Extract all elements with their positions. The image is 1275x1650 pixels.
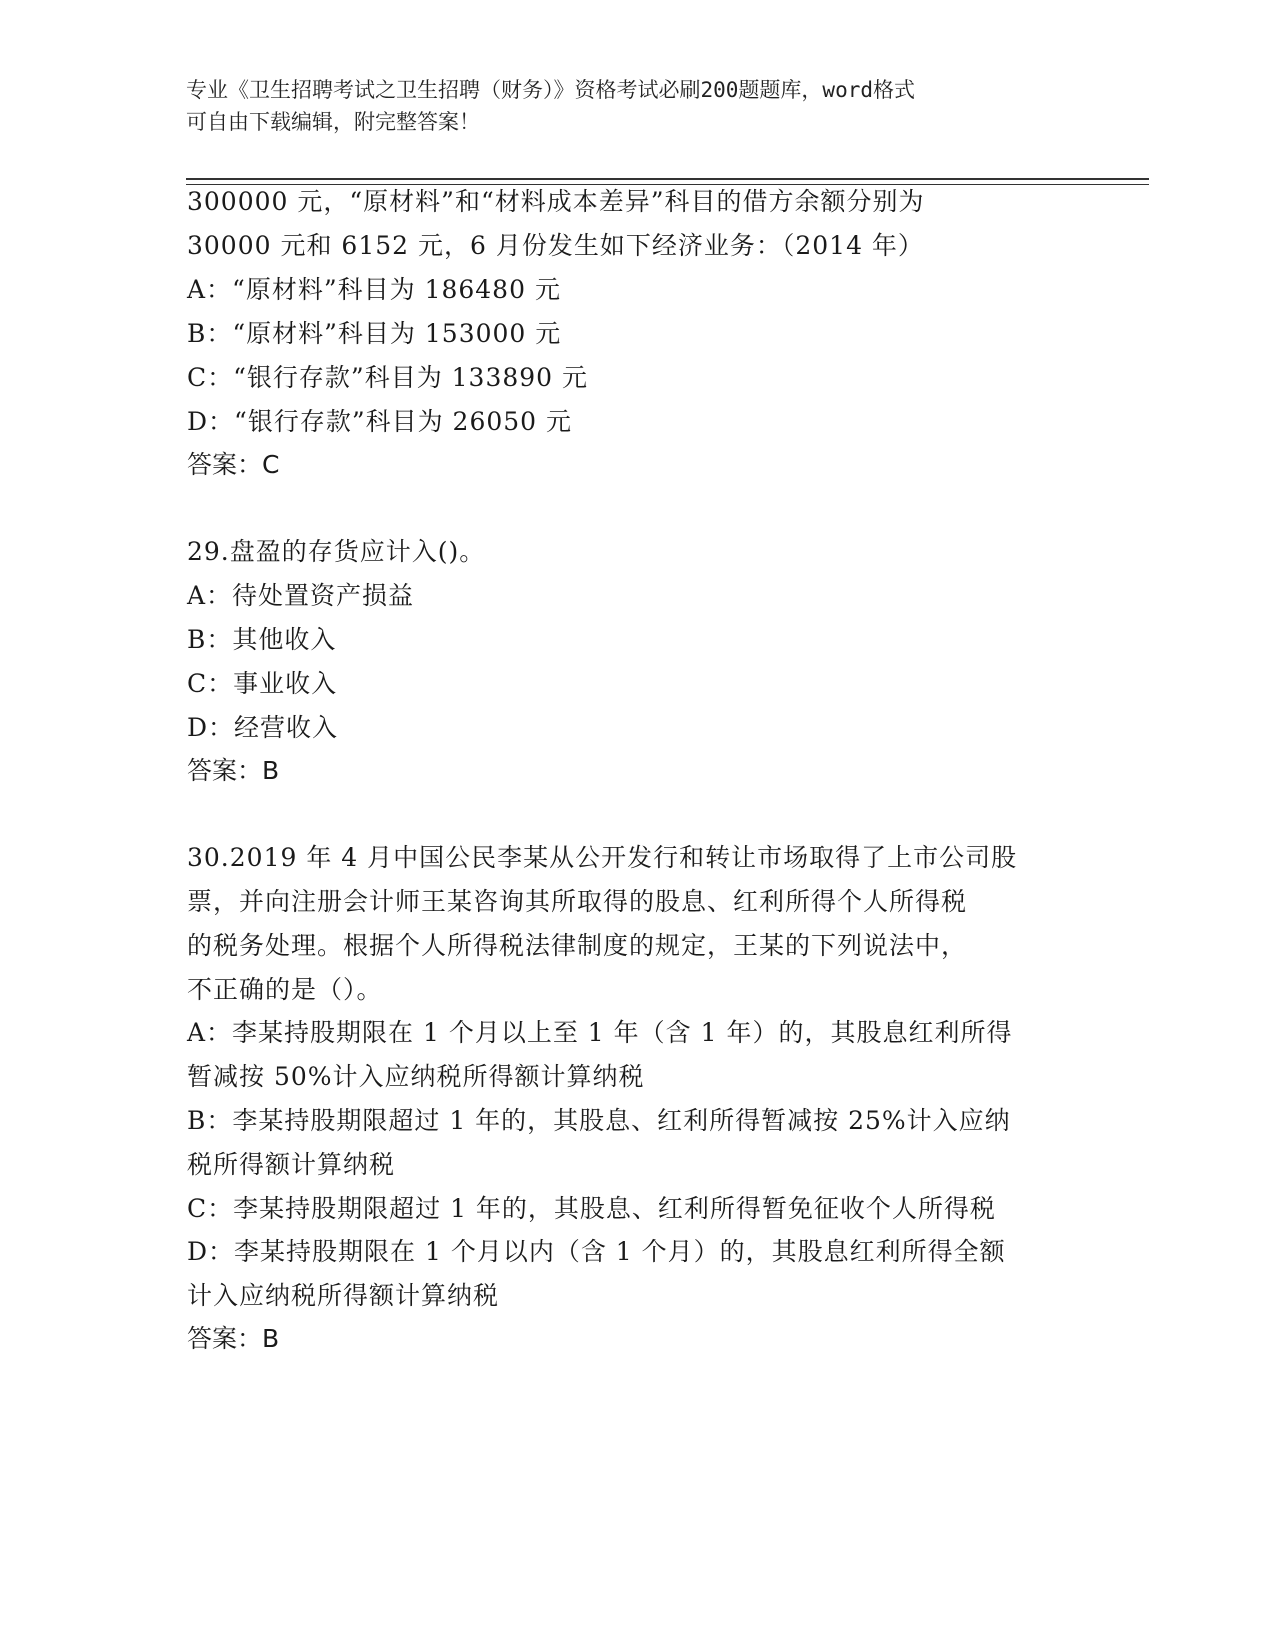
q28-answer: 答案：C <box>187 450 280 479</box>
q30-stem-line-2: 票，并向注册会计师王某咨询其所取得的股息、红利所得个人所得税 <box>187 887 968 916</box>
header-divider-thin <box>186 184 1149 185</box>
document-header <box>186 74 1066 138</box>
q30-option-c: C：李某持股期限超过 1 年的，其股息、红利所得暂免征收个人所得税 <box>187 1194 996 1223</box>
q29-option-a: A：待处置资产损益 <box>187 581 415 610</box>
q30-option-a-line-2: 暂减按 50%计入应纳税所得额计算纳税 <box>187 1062 645 1091</box>
header-divider-thick <box>186 178 1149 180</box>
header-line-1: 专业《卫生招聘考试之卫生招聘（财务）》资格考试必刷200题题库，word格式 <box>186 78 915 102</box>
q28-stem-line-1: 300000 元，“原材料”和“材料成本差异”科目的借方余额分别为 <box>187 187 925 216</box>
q30-option-b-line-2: 税所得额计算纳税 <box>187 1150 396 1179</box>
q30-stem-line-4: 不正确的是（）。 <box>187 975 383 1004</box>
q30-answer: 答案：B <box>187 1324 280 1353</box>
q28-option-b: B：“原材料”科目为 153000 元 <box>187 319 562 348</box>
q30-option-d-line-2: 计入应纳税所得额计算纳税 <box>187 1281 500 1310</box>
q30-option-a-line-1: A：李某持股期限在 1 个月以上至 1 年（含 1 年）的，其股息红利所得 <box>187 1018 1013 1047</box>
q30-stem-line-3: 的税务处理。根据个人所得税法律制度的规定，王某的下列说法中， <box>187 931 968 960</box>
q29-answer: 答案：B <box>187 756 280 785</box>
q29-option-b: B：其他收入 <box>187 625 337 654</box>
q28-option-c: C：“银行存款”科目为 133890 元 <box>187 363 589 392</box>
q28-stem-line-2: 30000 元和 6152 元，6 月份发生如下经济业务：（2014 年） <box>187 231 924 260</box>
q29-option-d: D：经营收入 <box>187 713 339 742</box>
q28-option-a: A：“原材料”科目为 186480 元 <box>187 275 561 304</box>
header-line-2: 可自由下载编辑，附完整答案！ <box>186 110 480 134</box>
q29-option-c: C：事业收入 <box>187 669 338 698</box>
q29-stem: 29.盘盈的存货应计入()。 <box>187 537 486 566</box>
q30-stem-line-1: 30.2019 年 4 月中国公民李某从公开发行和转让市场取得了上市公司股 <box>187 843 1018 872</box>
q30-option-d-line-1: D：李某持股期限在 1 个月以内（含 1 个月）的，其股息红利所得全额 <box>187 1237 1006 1266</box>
q28-option-d: D：“银行存款”科目为 26050 元 <box>187 407 573 436</box>
q30-option-b-line-1: B：李某持股期限超过 1 年的，其股息、红利所得暂减按 25%计入应纳 <box>187 1106 1011 1135</box>
